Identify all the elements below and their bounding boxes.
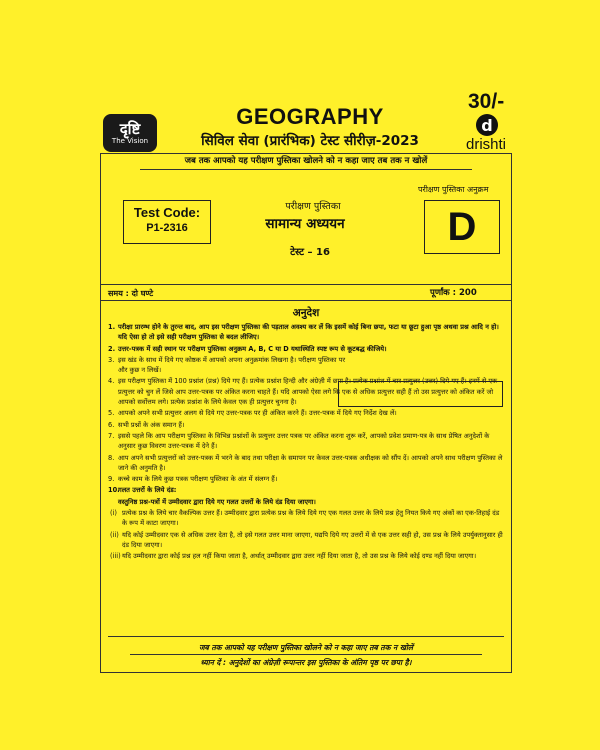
test-code-box	[123, 200, 211, 244]
drishti-logo	[103, 114, 157, 152]
instruction-item: 3. इस खंड के साथ में दिये गए कोष्ठक में आपको अपना अनुक्रमांक लिखना है। परीक्षण पुस्तिका पर और कुछ न लिखें।	[108, 355, 346, 375]
logo-main-text: दृष्टि	[119, 120, 141, 138]
test-number: टेस्ट – 16	[290, 247, 330, 258]
penalty-item: (i) प्रत्येक प्रश्न के लिये चार वैकल्पिक उत्तर हैं। उम्मीदवार द्वारा प्रत्येक प्रश्न के लिये दिये गए एक गलत उत्तर के लिये प्रश्न हेतु नियत किये गए अंकों का एक-तिहाई दंड के रूप में काटा जाएगा।	[110, 509, 500, 528]
series-letter-box: D	[424, 200, 500, 254]
penalty-lead: वस्तुनिष्ठ प्रश्न-पत्रों में उम्मीदवार द्वारा दिये गए गलत उत्तरों के लिये दंड दिया जाएगा।	[118, 497, 316, 506]
test-code-label: Test Code:	[133, 205, 201, 220]
instructions-heading: अनुदेश	[292, 307, 320, 319]
brand-name: drishti	[466, 136, 507, 153]
english-version-note: ध्यान दें : अनुदेशों का अंग्रेज़ी रूपान्तर इस पुस्तिका के अंतिम पृष्ठ पर छपा है।	[200, 658, 412, 667]
subject-title: सामान्य अध्ययन	[265, 216, 345, 232]
divider	[100, 300, 512, 301]
instruction-item: 10. गलत उत्तरों के लिये दंड:	[108, 486, 177, 495]
divider	[130, 654, 482, 655]
bottom-warning: जब तक आपको यह परीक्षण पुस्तिका खोलने को न कहा जाए तब तक न खोलें	[198, 643, 413, 652]
penalty-item: (iii) यदि उम्मीदवार द्वारा कोई प्रश्न हल नहीं किया जाता है, अर्थात् उम्मीदवार द्वारा उत्तर नहीं दिया जाता है, तो उस प्रश्न के लिये कोई दण्ड नहीं दिया जाएगा।	[110, 552, 477, 561]
page-title: GEOGRAPHY	[236, 104, 384, 129]
roll-number-box[interactable]	[338, 381, 503, 407]
booklet-label: परीक्षण पुस्तिका	[285, 201, 341, 212]
instruction-item: 5. आपको अपने सभी प्रत्युत्तर अलग से दिये गए उत्तर-पत्रक पर ही अंकित करने हैं। उत्तर-पत्रक में दिये गए निर्देश देख लें।	[108, 409, 397, 418]
test-code-value: P1-2316	[146, 222, 188, 234]
divider	[100, 284, 512, 285]
top-warning: जब तक आपको यह परीक्षण पुस्तिका खोलने को न कहा जाए तब तक न खोलें	[184, 156, 428, 166]
instruction-item: 4. इस परीक्षण पुस्तिका में 100 प्रश्नांश (प्रश्न) दिये गए हैं। प्रत्येक प्रश्नांश हिन्दी और अंग्रेज़ी में छपा है। प्रत्येक प्रश्नांश में चार प्रत्युत्तर (उत्तर) दिये गए हैं। इनमें से एक प्रत्युत्तर को चुन लें जिसे आप उत्तर-पत्रक पर अंकित करना चाहते हैं। यदि आपको ऐसा लगे कि एक से अधिक प्रत्युत्तर सही हैं तो उस प्रत्युत्तर को अंकित करें जो आपको सर्वोत्तम लगे। प्रत्येक प्रश्नांश के लिये केवल एक ही प्रत्युत्तर चुनना है।	[108, 377, 498, 407]
instruction-item: 7. इससे पहले कि आप परीक्षण पुस्तिका के विभिन्न प्रश्नांशों के प्रत्युत्तर उत्तर पत्रक पर अंकित करना शुरू करें, आपको प्रवेश प्रमाण-पत्र के साथ प्रेषित अनुदेशों के अनुसार कुछ विवरण उत्तर-पत्रक में देने हैं।	[108, 431, 490, 451]
instruction-item: 1. परीक्षा प्रारम्भ होने के तुरन्त बाद, आप इस परीक्षण पुस्तिका की पड़ताल अवश्य कर लें कि इसमें कोई बिना छपा, फटा या छूटा हुआ पृष्ठ अथवा प्रश्न आदि न हो। यदि ऐसा हो तो इसे सही परीक्षण पुस्तिका से बदल लीजिए।	[108, 323, 499, 342]
logo-sub-text: The Vision	[111, 137, 149, 145]
instructions-list	[108, 322, 506, 563]
penalty-item: (ii) यदि कोई उम्मीदवार एक से अधिक उत्तर देता है, तो इसे गलत उत्तर माना जाएगा, यद्यपि दिये गए उत्तरों में से एक उत्तर सही हो, उस प्रश्न के लिये उपर्युक्तानुसार ही दंड दिया जाएगा।	[110, 530, 503, 549]
brand-badge-icon: d	[476, 114, 498, 136]
instruction-item: 6. सभी प्रश्नों के अंक समान हैं।	[108, 420, 185, 429]
max-marks: पूर्णांक : 200	[430, 288, 477, 298]
instruction-item: 2. उत्तर-पत्रक में सही स्थान पर परीक्षण पुस्तिका अनुक्रम A, B, C या D यथास्थिति स्पष्ट रूप से कूटबद्ध कीजिये।	[108, 344, 387, 353]
instruction-item: 8. आप अपने सभी प्रत्युत्तरों को उत्तर-पत्रक में भरने के बाद तथा परीक्षा के समापन पर केवल उत्तर-पत्रक अधीक्षक को सौंप दें। आपको अपने साथ परीक्षण पुस्तिका ले जाने की अनुमति है।	[108, 453, 503, 472]
time-allowed: समय : दो घण्टे	[108, 289, 154, 298]
price-tag: 30/-	[468, 90, 505, 113]
divider	[108, 636, 504, 637]
instruction-item: 9. कच्चे काम के लिये कुछ पत्रक परीक्षण पुस्तिका के अंत में संलग्न हैं।	[108, 475, 278, 484]
divider	[140, 169, 472, 170]
page-subtitle: सिविल सेवा (प्रारंभिक) टेस्ट सीरीज़-2023	[201, 133, 419, 149]
series-label: परीक्षण पुस्तिका अनुक्रम	[418, 185, 489, 194]
